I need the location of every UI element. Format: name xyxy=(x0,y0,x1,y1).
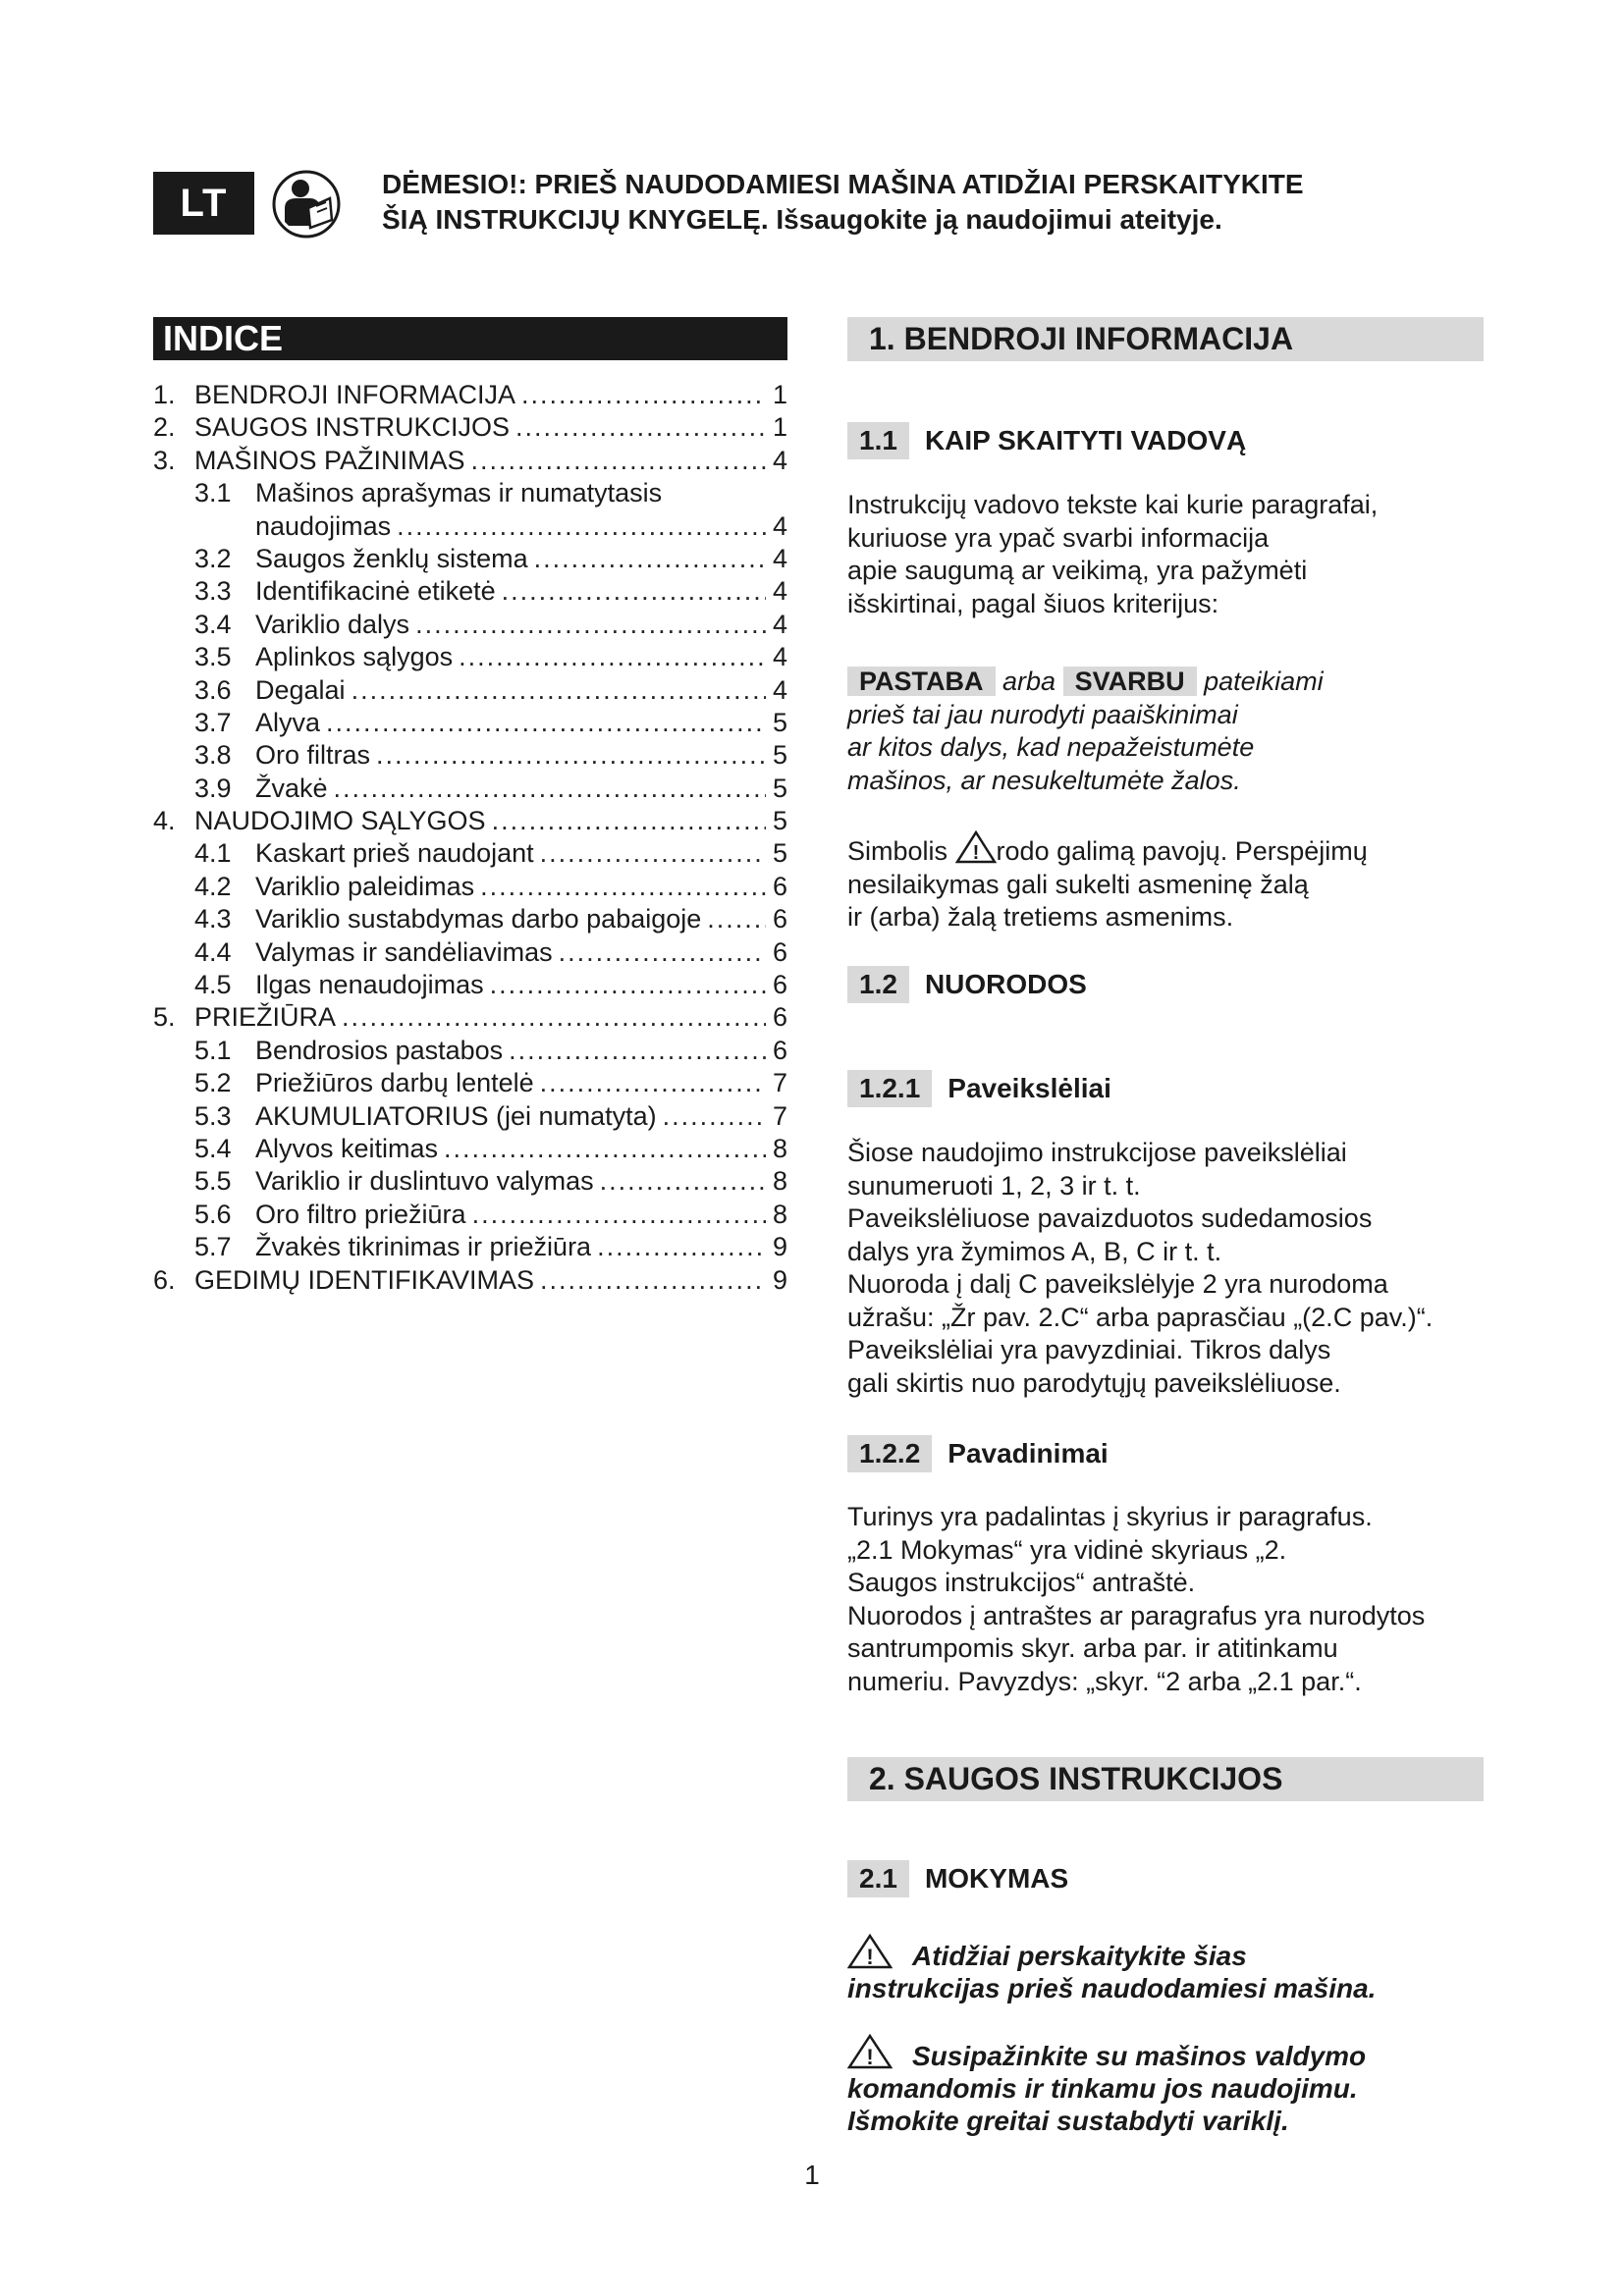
toc-entry xyxy=(153,1100,787,1133)
toc-leader-dots xyxy=(326,707,766,739)
toc-entry-page: 4 xyxy=(772,642,787,672)
toc-entry-number: 3.2 xyxy=(194,543,232,573)
toc-entry-title: Alyvos keitimas xyxy=(255,1133,439,1163)
toc-entry xyxy=(153,1035,787,1067)
warning-learn-controls xyxy=(847,2034,1515,2137)
toc-entry-number: 5.6 xyxy=(194,1199,232,1229)
subsection-2-1-heading xyxy=(847,1860,1068,1897)
toc-entry-number: 3.9 xyxy=(194,773,232,803)
toc-entry xyxy=(153,477,787,509)
toc-entry-page: 5 xyxy=(772,740,787,771)
toc-leader-dots xyxy=(480,871,766,903)
reader-book-icon xyxy=(271,169,342,240)
text-line: Paveikslėliuose pavaizduotos sudedamosios xyxy=(847,1203,1373,1233)
toc-entry-number: 4.5 xyxy=(194,970,232,1000)
warning-first-line xyxy=(847,2034,1515,2072)
toc-leader-dots xyxy=(509,1035,766,1067)
toc-entry-title: Bendrosios pastabos xyxy=(255,1035,504,1065)
important-label: SVARBU xyxy=(1063,667,1197,696)
toc-entry-title: Variklio ir duslintuvo valymas xyxy=(255,1166,594,1197)
toc-entry-page: 5 xyxy=(772,838,787,869)
toc-entry-page: 4 xyxy=(772,576,787,607)
toc-entry-page: 8 xyxy=(772,1166,787,1197)
text-line: dalys yra žymimos A, B, C ir t. t. xyxy=(847,1236,1222,1266)
text-fragment: arba xyxy=(1002,667,1056,696)
toc-entry-number: 1. xyxy=(153,380,176,409)
toc-leader-dots xyxy=(397,510,766,543)
toc-entry-number: 3.1 xyxy=(194,478,232,508)
toc-entry xyxy=(153,609,787,641)
index-title: INDICE xyxy=(153,317,787,360)
toc-leader-dots xyxy=(492,805,766,837)
toc-entry-page: 6 xyxy=(772,871,787,901)
toc-leader-dots xyxy=(540,837,766,870)
toc-entry-page: 9 xyxy=(772,1232,787,1262)
attention-notice xyxy=(382,167,1511,238)
toc-leader-dots xyxy=(471,445,766,477)
toc-leader-dots xyxy=(540,1067,766,1099)
toc-entry-title: GEDIMŲ IDENTIFIKAVIMAS xyxy=(194,1264,535,1295)
toc-entry-page: 4 xyxy=(772,609,787,639)
text-fragment: rodo galimą pavojų. Perspėjimų xyxy=(996,836,1368,866)
toc-entry-title: naudojimas xyxy=(255,510,392,541)
toc-leader-dots xyxy=(376,739,766,772)
toc-entry-page: 5 xyxy=(772,707,787,737)
toc-entry-title: Degalai xyxy=(255,674,346,705)
subsection-title: MOKYMAS xyxy=(924,1863,1069,1894)
subsection-1-2-heading xyxy=(847,966,1087,1003)
warning-read-instructions xyxy=(847,1934,1515,2004)
toc-entry-title: Priežiūros darbų lentelė xyxy=(255,1068,534,1098)
toc-leader-dots xyxy=(597,1231,766,1263)
toc-entry-page: 6 xyxy=(772,936,787,967)
symbol-first-line xyxy=(847,830,1515,869)
table-of-contents xyxy=(153,379,787,1297)
toc-leader-dots xyxy=(352,674,766,707)
toc-entry-title: Mašinos aprašymas ir numatytasis xyxy=(255,478,663,508)
text-line: santrumpomis skyr. arba par. ir atitinkamu xyxy=(847,1633,1338,1663)
toc-leader-dots xyxy=(534,543,766,575)
toc-entry-title: Saugos ženklų sistema xyxy=(255,543,528,573)
text-line: Saugos instrukcijos“ antraštė. xyxy=(847,1568,1196,1597)
toc-leader-dots xyxy=(600,1165,766,1198)
toc-entry-page: 6 xyxy=(772,1035,787,1065)
svg-text:!: ! xyxy=(866,1945,874,1969)
toc-leader-dots xyxy=(342,1001,766,1034)
text-line: apie saugumą ar veikimą, yra pažymėti xyxy=(847,556,1308,585)
text-line: komandomis ir tinkamu jos naudojimu. xyxy=(847,2073,1358,2104)
toc-entry-number: 4.1 xyxy=(194,838,232,869)
toc-entry-page: 5 xyxy=(772,806,787,836)
toc-entry xyxy=(153,1165,787,1198)
toc-entry xyxy=(153,1067,787,1099)
toc-entry xyxy=(153,674,787,707)
subsection-1-1-heading xyxy=(847,422,1246,459)
subsection-number: 1.2.1 xyxy=(847,1070,932,1107)
toc-entry-title: Žvakės tikrinimas ir priežiūra xyxy=(255,1232,592,1262)
toc-entry-title: Alyva xyxy=(255,707,321,737)
toc-entry-number: 3. xyxy=(153,445,176,475)
toc-leader-dots xyxy=(663,1100,766,1133)
text-line: gali skirtis nuo parodytųjų paveikslėliuose. xyxy=(847,1367,1341,1398)
text-line: Paveikslėliai yra pavyzdiniai. Tikros dalys xyxy=(847,1335,1331,1364)
text-line: sunumeruoti 1, 2, 3 ir t. t. xyxy=(847,1170,1141,1201)
toc-entry-number: 2. xyxy=(153,412,176,443)
subsection-1-2-2-heading xyxy=(847,1435,1109,1472)
note-label: PASTABA xyxy=(847,667,996,696)
text-line: Šiose naudojimo instrukcijose paveikslėliai xyxy=(847,1138,1347,1167)
toc-entry-number: 5.7 xyxy=(194,1232,232,1262)
toc-entry-title: MAŠINOS PAŽINIMAS xyxy=(194,445,465,475)
text-line: kuriuose yra ypač svarbi informacija xyxy=(847,522,1270,553)
toc-entry-title: Ilgas nenaudojimas xyxy=(255,970,484,1000)
toc-entry-number: 6. xyxy=(153,1264,176,1295)
toc-entry xyxy=(153,903,787,935)
paragraph-how-to-read xyxy=(847,489,1515,620)
toc-entry-page: 5 xyxy=(772,773,787,803)
toc-entry-title: Oro filtro priežiūra xyxy=(255,1199,466,1229)
subsection-number: 1.2 xyxy=(847,966,909,1003)
toc-entry-page: 4 xyxy=(772,674,787,705)
toc-leader-dots xyxy=(459,641,766,673)
toc-leader-dots xyxy=(472,1199,766,1231)
attention-line-2: ŠIĄ INSTRUKCIJŲ KNYGELĘ. Išsaugokite ją naudojimui ateityje. xyxy=(382,204,1222,235)
toc-entry-page: 8 xyxy=(772,1133,787,1163)
toc-entry xyxy=(153,510,787,543)
text-line: mašinos, ar nesukeltumėte žalos. xyxy=(847,765,1241,795)
toc-entry-page: 4 xyxy=(772,510,787,541)
note-first-line xyxy=(847,666,1515,699)
toc-entry-number: 5.1 xyxy=(194,1035,232,1065)
toc-leader-dots xyxy=(490,969,766,1001)
warning-first-line xyxy=(847,1934,1515,1972)
svg-text:!: ! xyxy=(866,2045,874,2069)
toc-entry-page: 7 xyxy=(772,1068,787,1098)
subsection-1-2-1-heading xyxy=(847,1070,1111,1107)
toc-leader-dots xyxy=(334,773,766,805)
toc-entry-page: 6 xyxy=(772,1002,787,1033)
toc-entry xyxy=(153,1264,787,1297)
subsection-title: Paveikslėliai xyxy=(947,1073,1111,1103)
toc-entry xyxy=(153,739,787,772)
toc-entry-title: Aplinkos sąlygos xyxy=(255,642,454,672)
subsection-number: 1.2.2 xyxy=(847,1435,932,1472)
text-fragment: pateikiami xyxy=(1204,667,1324,696)
toc-entry-number: 4. xyxy=(153,806,176,836)
toc-entry xyxy=(153,575,787,608)
toc-entry-title: Žvakė xyxy=(255,773,328,803)
text-line: nesilaikymas gali sukelti asmeninę žalą xyxy=(847,869,1309,899)
note-important-paragraph xyxy=(847,666,1515,797)
toc-entry-title: Variklio dalys xyxy=(255,609,410,639)
toc-entry-number: 4.3 xyxy=(194,904,232,934)
toc-entry xyxy=(153,707,787,739)
symbol-paragraph xyxy=(847,830,1515,934)
toc-entry-number: 4.2 xyxy=(194,871,232,901)
toc-entry-number: 5. xyxy=(153,1002,176,1033)
toc-entry-title: Variklio sustabdymas darbo pabaigoje xyxy=(255,904,702,934)
toc-leader-dots xyxy=(521,379,766,411)
toc-entry-number: 3.6 xyxy=(194,674,232,705)
toc-entry-page: 4 xyxy=(772,543,787,573)
toc-leader-dots xyxy=(707,903,766,935)
toc-entry-number: 3.8 xyxy=(194,740,232,771)
warning-triangle-icon xyxy=(955,830,997,864)
toc-entry-number: 5.2 xyxy=(194,1068,232,1098)
toc-entry-page: 1 xyxy=(772,380,787,409)
subsection-title: KAIP SKAITYTI VADOVĄ xyxy=(924,425,1247,455)
subsection-number: 1.1 xyxy=(847,422,909,459)
text-line: užrašu: „Žr pav. 2.C“ arba paprasčiau „(2.C pav.)“. xyxy=(847,1302,1434,1332)
toc-entry-page: 8 xyxy=(772,1199,787,1229)
toc-entry-number: 4.4 xyxy=(194,936,232,967)
toc-entry-page: 6 xyxy=(772,904,787,934)
text-line: prieš tai jau nurodyti paaiškinimai xyxy=(847,699,1238,729)
paragraph-figures xyxy=(847,1137,1515,1400)
toc-entry-title: Valymas ir sandėliavimas xyxy=(255,936,553,967)
attention-line-1: DĖMESIO!: PRIEŠ NAUDODAMIESI MAŠINA ATIDŽIAI PERSKAITYKITE xyxy=(382,169,1304,199)
toc-entry xyxy=(153,969,787,1001)
toc-leader-dots xyxy=(502,575,766,608)
toc-entry xyxy=(153,837,787,870)
toc-entry-page: 1 xyxy=(772,412,787,443)
toc-entry-title: AKUMULIATORIUS (jei numatyta) xyxy=(255,1100,657,1131)
toc-entry xyxy=(153,411,787,444)
toc-entry-title: Kaskart prieš naudojant xyxy=(255,838,534,869)
text-line: instrukcijas prieš naudodamiesi mašina. xyxy=(847,1973,1377,2003)
toc-entry xyxy=(153,543,787,575)
warning-triangle-icon xyxy=(847,2034,893,2069)
text-fragment: Atidžiai perskaitykite šias xyxy=(912,1941,1247,1971)
text-fragment: Susipažinkite su mašinos valdymo xyxy=(912,2041,1367,2071)
toc-entry-title: Identifikacinė etiketė xyxy=(255,576,496,607)
toc-entry xyxy=(153,641,787,673)
toc-entry-number: 3.3 xyxy=(194,576,232,607)
text-line: „2.1 Mokymas“ yra vidinė skyriaus „2. xyxy=(847,1534,1287,1565)
toc-entry-title: SAUGOS INSTRUKCIJOS xyxy=(194,412,511,443)
toc-entry xyxy=(153,379,787,411)
subsection-number: 2.1 xyxy=(847,1860,909,1897)
toc-entry xyxy=(153,1001,787,1034)
toc-entry-page: 9 xyxy=(772,1264,787,1295)
toc-entry-number: 5.4 xyxy=(194,1133,232,1163)
toc-entry-number: 3.5 xyxy=(194,642,232,672)
toc-leader-dots xyxy=(515,411,766,444)
toc-entry xyxy=(153,936,787,969)
toc-entry-number: 3.7 xyxy=(194,707,232,737)
toc-entry-number: 3.4 xyxy=(194,609,232,639)
toc-entry xyxy=(153,805,787,837)
toc-entry-number: 5.3 xyxy=(194,1100,232,1131)
paragraph-titles xyxy=(847,1501,1515,1698)
toc-entry xyxy=(153,773,787,805)
toc-entry-title: BENDROJI INFORMACIJA xyxy=(194,380,516,409)
page-number: 1 xyxy=(804,2160,820,2190)
toc-entry xyxy=(153,1199,787,1231)
toc-entry xyxy=(153,871,787,903)
text-line: Išmokite greitai sustabdyti variklį. xyxy=(847,2106,1289,2136)
warning-triangle-icon xyxy=(847,1934,893,1969)
toc-entry-title: NAUDOJIMO SĄLYGOS xyxy=(194,806,486,836)
toc-entry xyxy=(153,1133,787,1165)
toc-leader-dots xyxy=(415,609,766,641)
toc-leader-dots xyxy=(444,1133,766,1165)
section-1-heading: 1. BENDROJI INFORMACIJA xyxy=(847,317,1484,361)
section-2-heading: 2. SAUGOS INSTRUKCIJOS xyxy=(847,1757,1484,1801)
text-line: Turinys yra padalintas į skyrius ir paragrafus. xyxy=(847,1502,1373,1531)
toc-entry-page: 6 xyxy=(772,970,787,1000)
toc-entry-number: 5.5 xyxy=(194,1166,232,1197)
text-line: numeriu. Pavyzdys: „skyr. “2 arba „2.1 par.“. xyxy=(847,1666,1362,1696)
text-fragment: Simbolis xyxy=(847,836,948,866)
text-line: išskirtinai, pagal šiuos kriterijus: xyxy=(847,588,1219,618)
toc-entry xyxy=(153,1231,787,1263)
toc-entry-page: 7 xyxy=(772,1100,787,1131)
toc-entry xyxy=(153,445,787,477)
subsection-title: Pavadinimai xyxy=(947,1438,1109,1468)
language-badge: LT xyxy=(153,172,254,235)
svg-text:!: ! xyxy=(972,842,979,864)
text-line: Nuorodos į antraštes ar paragrafus yra nurodytos xyxy=(847,1600,1426,1630)
toc-entry-page: 4 xyxy=(772,445,787,475)
toc-leader-dots xyxy=(540,1264,766,1297)
toc-entry-title: PRIEŽIŪRA xyxy=(194,1002,337,1033)
subsection-title: NUORODOS xyxy=(924,969,1087,999)
toc-entry-title: Variklio paleidimas xyxy=(255,871,475,901)
toc-entry-title: Oro filtras xyxy=(255,740,371,771)
text-line: Instrukcijų vadovo tekste kai kurie paragrafai, xyxy=(847,490,1379,519)
text-line: ir (arba) žalą tretiems asmenims. xyxy=(847,902,1234,932)
text-line: Nuoroda į dalį C paveikslėlyje 2 yra nurodoma xyxy=(847,1269,1388,1299)
toc-leader-dots xyxy=(559,936,766,969)
text-line: ar kitos dalys, kad nepažeistumėte xyxy=(847,732,1255,762)
